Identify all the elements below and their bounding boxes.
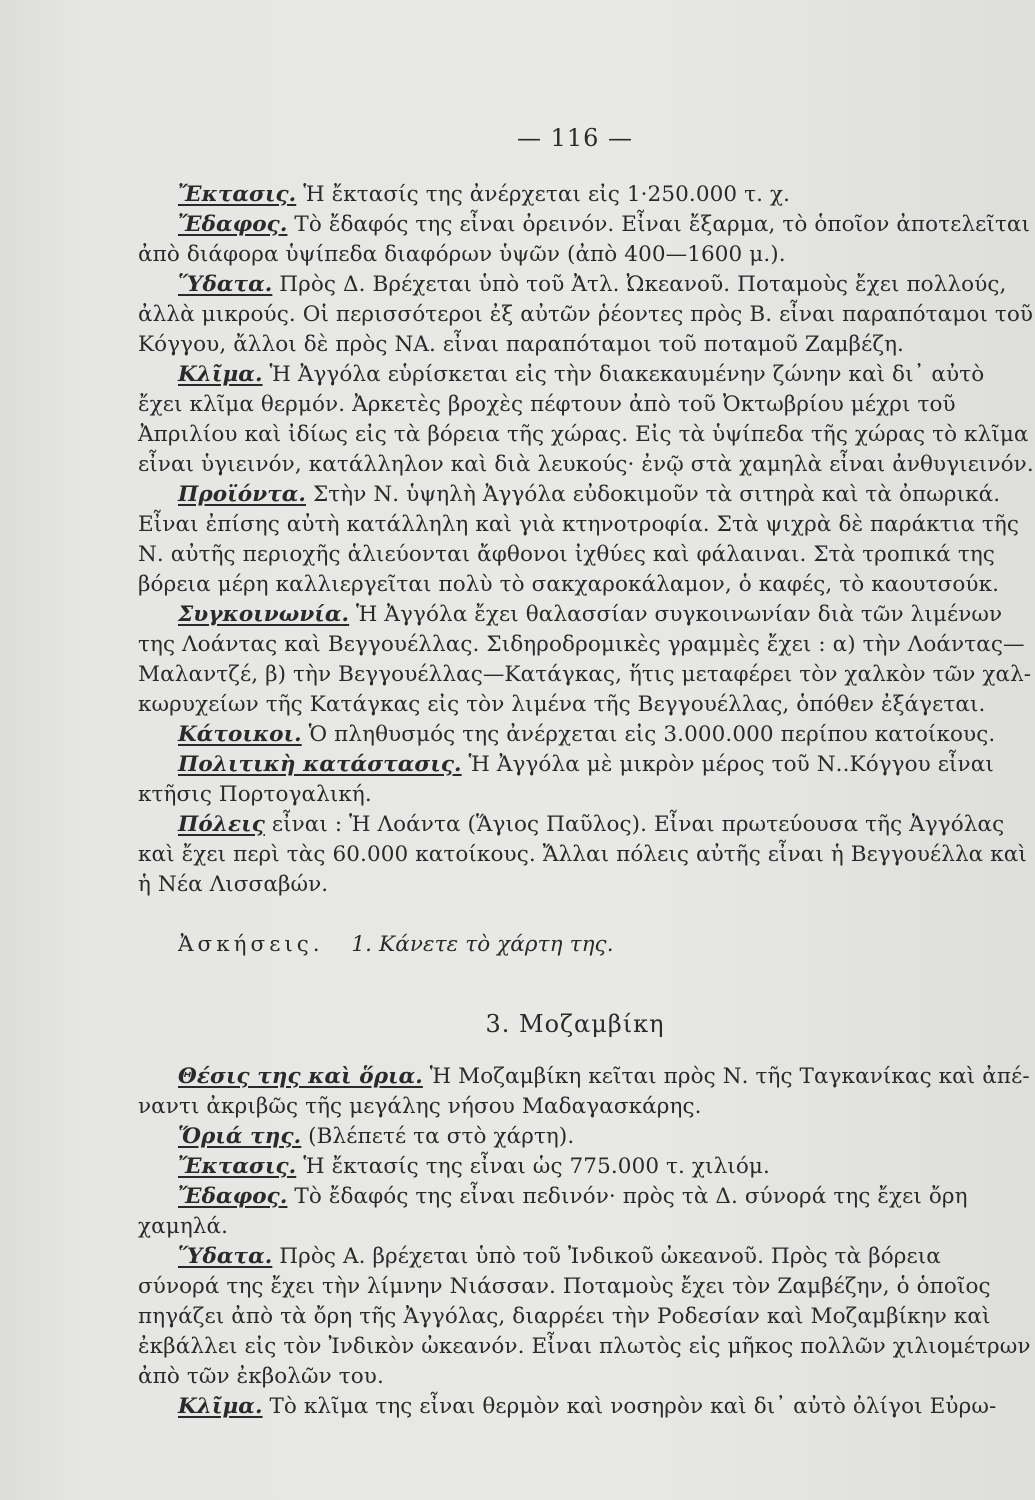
label-position: Θέσις της καὶ ὅρια.: [178, 1064, 423, 1089]
paragraph-area: Ἔκτασις. Ἡ ἔκτασίς της ἀνέρχεται εἰς 1·250.000 τ. χ.: [178, 182, 791, 207]
text-line: Μαλαντζέ, β) τὴν Βεγγουέλλας—Κατάγκας, ἥτις μεταφέρει τὸν χαλκὸν τῶν χαλ-: [138, 662, 1032, 687]
text-line: ἐκβάλλει εἰς τὸν Ἰνδικὸν ὠκεανόν. Εἶναι πλωτὸς εἰς μῆκος πολλῶν χιλιομέτρων: [138, 1334, 1031, 1359]
paragraph-products: Προϊόντα. Στὴν Ν. ὑψηλὴ Ἀγγόλα εὐδοκιμοῦν τὰ σιτηρὰ καὶ τὰ ὀπωρικά.: [178, 482, 1001, 507]
text-line: της Λοάντας καὶ Βεγγουέλλας. Σιδηροδρομικὲς γραμμὲς ἔχει : α) τὴν Λοάντας—: [138, 632, 1025, 657]
label-area: Ἔκτασις.: [178, 1154, 297, 1179]
label-inhabitants: Κάτοικοι.: [178, 722, 302, 747]
label-waters: Ὕδατα.: [178, 272, 273, 297]
text-line: ἡ Νέα Λισσαβών.: [138, 872, 329, 897]
text-line: κωρυχείων τῆς Κατάγκας εἰς τὸν λιμένα τῆς Βεγγουέλλας, ὁπόθεν ἐξάγεται.: [138, 692, 986, 717]
exercises-label: Ἀσκήσεις.: [178, 932, 324, 957]
paragraph-climate: Κλῖμα. Τὸ κλῖμα της εἶναι θερμὸν καὶ νοσηρὸν καὶ δι᾽ αὐτὸ ὀλίγοι Εὐρω-: [178, 1394, 997, 1419]
exercises-text: 1. Κάνετε τὸ χάρτη της.: [351, 932, 614, 957]
text-line: Ν. αὐτῆς περιοχῆς ἁλιεύονται ἄφθονοι ἰχθύες καὶ φάλαιναι. Στὰ τροπικά της: [138, 542, 995, 567]
text-line: κτῆσις Πορτογαλική.: [138, 782, 372, 807]
text-line: ἀπὸ τῶν ἐκβολῶν του.: [138, 1364, 384, 1389]
text-line: πηγάζει ἀπὸ τὰ ὄρη τῆς Ἀγγόλας, διαρρέει τὴν Ροδεσίαν καὶ Μοζαμβίκην καὶ: [138, 1304, 991, 1329]
paragraph-borders: Ὅριά της. (Βλέπετέ τα στὸ χάρτη).: [178, 1124, 575, 1149]
label-area: Ἔκτασις.: [178, 182, 297, 207]
text-line: καὶ ἔχει περὶ τὰς 60.000 κατοίκους. Ἄλλαι πόλεις αὐτῆς εἶναι ἡ Βεγγουέλλα καὶ: [138, 842, 1027, 867]
label-products: Προϊόντα.: [178, 482, 307, 507]
exercises-line: [138, 930, 990, 960]
text-line: χαμηλά.: [138, 1214, 229, 1239]
label-waters: Ὕδατα.: [178, 1244, 273, 1269]
paragraph-waters: Ὕδατα. Πρὸς Α. βρέχεται ὑπὸ τοῦ Ἰνδικοῦ ὠκεανοῦ. Πρὸς τὰ βόρεια: [178, 1244, 941, 1269]
label-borders: Ὅριά της.: [178, 1124, 302, 1149]
text-line: Κόγγου, ἄλλοι δὲ πρὸς ΝΑ. εἶναι παραπόταμοι τοῦ ποταμοῦ Ζαμβέζη.: [138, 332, 904, 357]
text-line: Ἀπριλίου καὶ ἰδίως εἰς τὰ βόρεια τῆς χώρας. Εἰς τὰ ὑψίπεδα τῆς χώρας τὸ κλῖμα: [138, 422, 1029, 447]
section-heading: 3. Μοζαμβίκη: [485, 1010, 665, 1038]
text-line: εἶναι ὑγιεινόν, κατάλληλον καὶ διὰ λευκούς· ἐνῷ στὰ χαμηλὰ εἶναι ἀνθυγιεινόν.: [138, 452, 1034, 477]
text-line: ναντι ἀκριβῶς τῆς μεγάλης νήσου Μαδαγασκάρης.: [138, 1094, 702, 1119]
paragraph-area: Ἔκτασις. Ἡ ἔκτασίς της εἶναι ὡς 775.000 τ. χιλιόμ.: [178, 1154, 770, 1179]
text-line: σύνορά της ἔχει τὴν λίμνην Νιάσσαν. Ποταμοὺς ἔχει τὸν Ζαμβέζην, ὁ ὁποῖος: [138, 1274, 991, 1299]
paragraph-soil: Ἔδαφος. Τὸ ἔδαφός της εἶναι πεδινόν· πρὸς τὰ Δ. σύνορά της ἔχει ὄρη: [178, 1184, 968, 1209]
paragraph-waters: Ὕδατα. Πρὸς Δ. Βρέχεται ὑπὸ τοῦ Ἀτλ. Ὠκεανοῦ. Ποταμοὺς ἔχει πολλούς,: [178, 272, 1007, 297]
mozambique-section: [138, 1062, 1031, 1422]
paragraph-inhabitants: Κάτοικοι. Ὁ πληθυσμός της ἀνέρχεται εἰς 3.000.000 περίπου κατοίκους.: [178, 722, 996, 747]
paragraph-position: Θέσις της καὶ ὅρια. Ἡ Μοζαμβίκη κεῖται πρὸς Ν. τῆς Ταγκανίκας καὶ ἀπέ-: [178, 1064, 1030, 1089]
label-climate: Κλῖμα.: [178, 362, 263, 387]
paragraph-climate: Κλῖμα. Ἡ Ἀγγόλα εὑρίσκεται εἰς τὴν διακεκαυμένην ζώνην καὶ δι᾽ αὐτὸ: [178, 362, 985, 387]
page-number: — 116 —: [516, 124, 634, 152]
label-cities: Πόλεις: [178, 812, 265, 837]
angola-section: [138, 180, 1034, 960]
label-climate: Κλῖμα.: [178, 1394, 263, 1419]
text-line: ἀλλὰ μικρούς. Οἱ περισσότεροι ἐξ αὐτῶν ῥέοντες πρὸς Β. εἶναι παραπόταμοι τοῦ: [138, 302, 1034, 327]
text-line: ἀπὸ διάφορα ὑψίπεδα διαφόρων ὑψῶν (ἀπὸ 400—1600 μ.).: [138, 242, 786, 267]
label-political: Πολιτικὴ κατάστασις.: [178, 752, 462, 777]
text-line: Εἶναι ἐπίσης αὐτὴ κατάλληλη καὶ γιὰ κτηνοτροφία. Στὰ ψιχρὰ δὲ παράκτια τῆς: [138, 512, 1019, 537]
paragraph-soil: Ἔδαφος. Τὸ ἔδαφός της εἶναι ὀρεινόν. Εἶναι ἔξαρμα, τὸ ὁποῖον ἀποτελεῖται: [178, 212, 1031, 237]
paragraph-cities: Πόλεις εἶναι : Ἡ Λοάντα (Ἅγιος Παῦλος). Εἶναι πρωτεύουσα τῆς Ἀγγόλας: [178, 812, 1005, 837]
text-line: βόρεια μέρη καλλιεργεῖται πολὺ τὸ σακχαροκάλαμον, ὁ καφές, τὸ καουτσούκ.: [138, 572, 1000, 597]
text-line: ἔχει κλῖμα θερμόν. Ἀρκετὲς βροχὲς πέφτουν ἀπὸ τοῦ Ὀκτωβρίου μέχρι τοῦ: [138, 392, 956, 417]
label-soil: Ἔδαφος.: [178, 1184, 288, 1209]
paragraph-political: Πολιτικὴ κατάστασις. Ἡ Ἀγγόλα μὲ μικρὸν μέρος τοῦ Ν..Κόγγου εἶναι: [178, 752, 994, 777]
label-transport: Συγκοινωνία.: [178, 602, 350, 627]
label-soil: Ἔδαφος.: [178, 212, 288, 237]
paragraph-transport: Συγκοινωνία. Ἡ Ἀγγόλα ἔχει θαλασσίαν συγκοινωνίαν διὰ τῶν λιμένων: [178, 602, 1003, 627]
